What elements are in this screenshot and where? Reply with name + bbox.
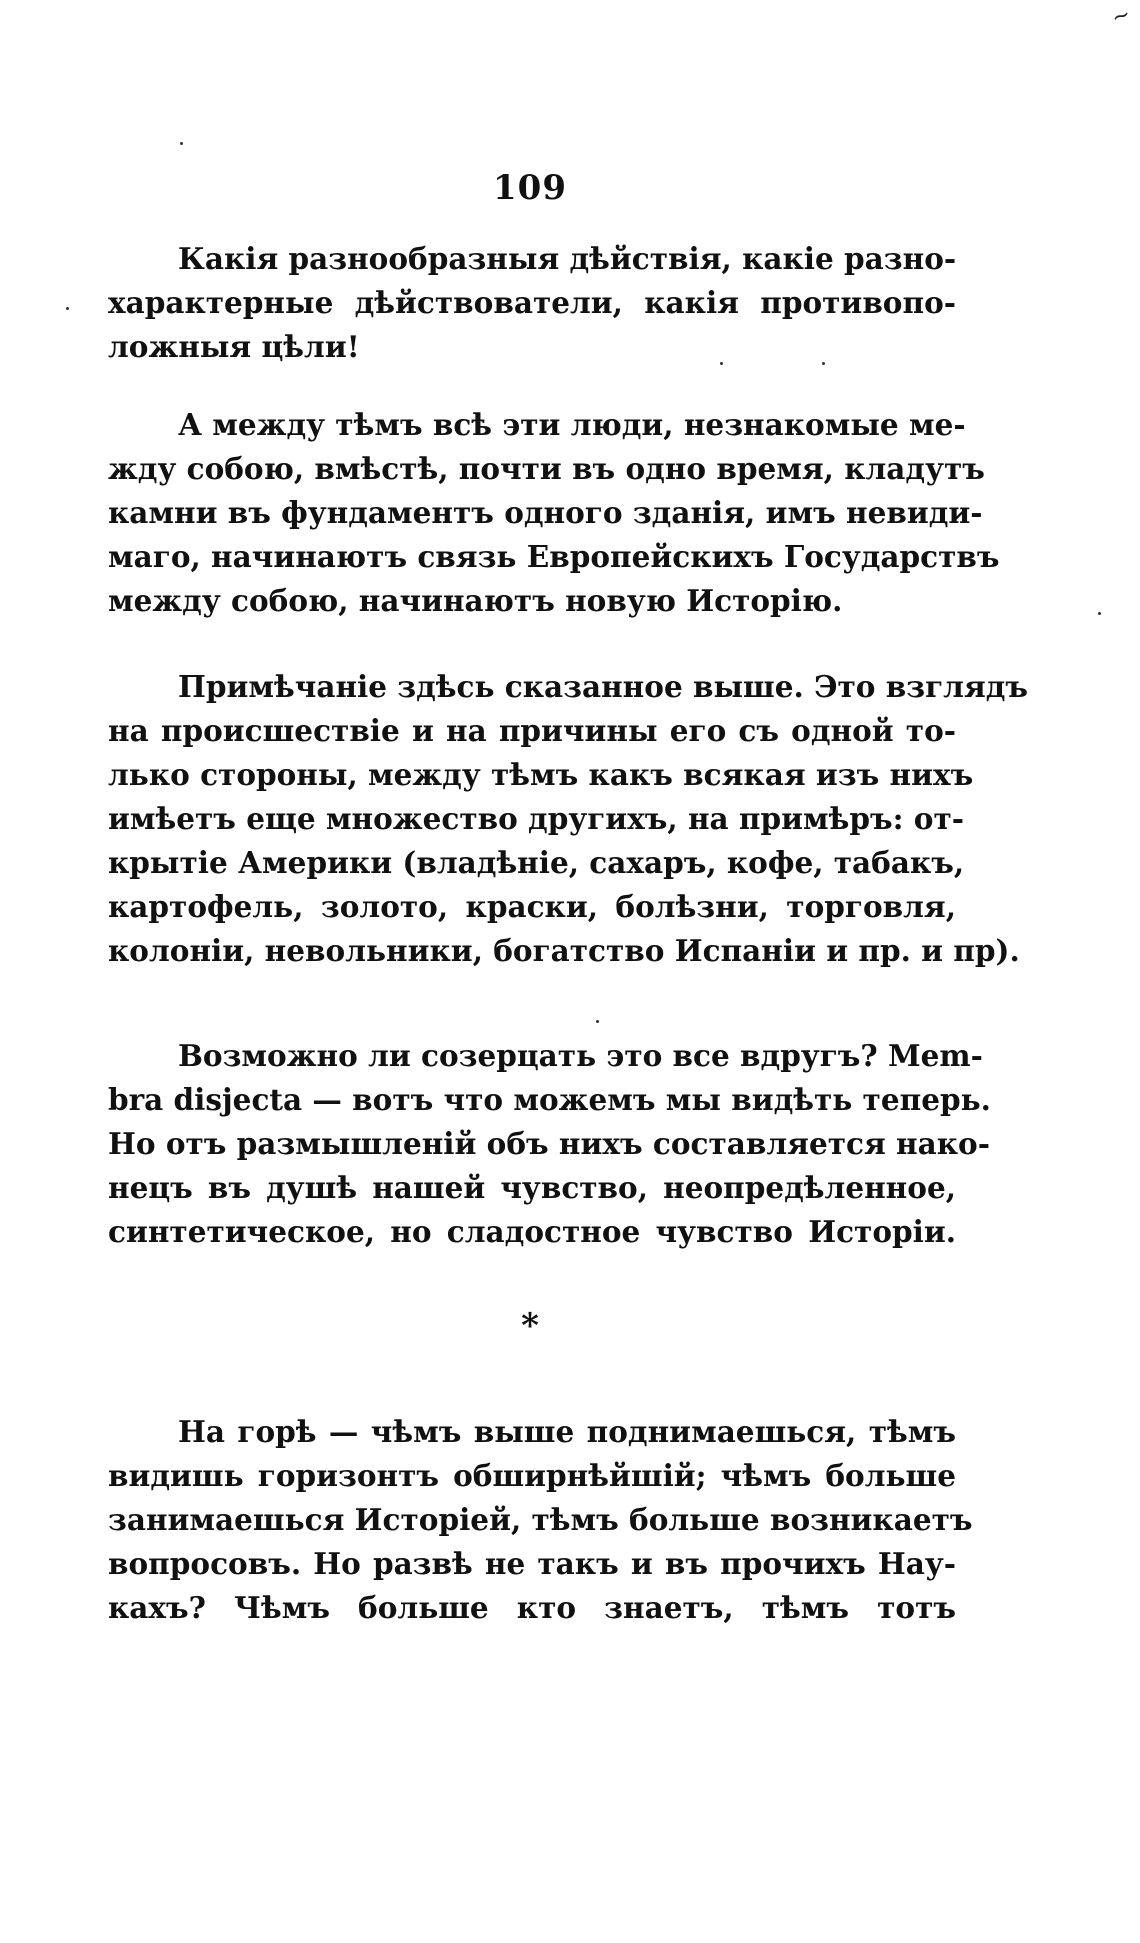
text-line: лько стороны, между тѣмъ какъ всякая изъ нихъ <box>108 757 974 792</box>
text-line: на происшествіе и на причины его съ одной то- <box>108 713 956 748</box>
paragraph-5 <box>108 1410 973 1630</box>
text-line: А между тѣмъ всѣ эти люди, незнакомые ме- <box>178 407 966 442</box>
scan-speck <box>180 142 183 145</box>
text-line: занимаешься Исторіей, тѣмъ больше возникаетъ <box>108 1502 973 1537</box>
paragraph-3 <box>108 665 1029 973</box>
text-line: между собою, начинаютъ новую Исторію. <box>108 583 843 618</box>
paragraph-4 <box>108 1034 991 1254</box>
paragraph-2 <box>108 403 1000 623</box>
scan-speck <box>596 1020 599 1023</box>
text-line: Возможно ли созерцать это все вдругъ? Mem- <box>178 1038 983 1073</box>
text-line: имѣетъ еще множество другихъ, на примѣръ: от- <box>108 801 965 836</box>
text-line: жду собою, вмѣстѣ, почти въ одно время, кладутъ <box>108 451 985 486</box>
text-line: На горѣ — чѣмъ выше поднимаешься, тѣмъ <box>178 1414 956 1449</box>
page-number: 109 <box>493 168 567 208</box>
scan-speck <box>822 362 825 365</box>
text-line: маго, начинаютъ связь Европейскихъ Государствъ <box>108 539 1000 574</box>
corner-scan-mark: ~ <box>1107 1 1134 32</box>
text-line: камни въ фундаментъ одного зданія, имъ невиди- <box>108 495 983 530</box>
scan-speck <box>66 307 69 310</box>
text-line: колоніи, невольники, богатство Испаніи и пр. и пр). <box>108 933 1020 968</box>
paragraph-1 <box>108 237 956 369</box>
text-line: вопросовъ. Но развѣ не такъ и въ прочихъ Нау- <box>108 1546 956 1581</box>
scan-speck <box>720 362 723 365</box>
section-separator-asterisk: * <box>521 1306 539 1346</box>
text-line: Но отъ размышленій объ нихъ составляется нако- <box>108 1126 990 1161</box>
scan-speck <box>1098 612 1101 615</box>
text-line: нецъ въ душѣ нашей чувство, неопредѣленное, <box>108 1170 956 1205</box>
text-line: характерные дѣйствователи, какія противопо- <box>108 285 956 320</box>
text-line: синтетическое, но сладостное чувство Исторіи. <box>108 1214 956 1249</box>
text-line: Примѣчаніе здѣсь сказанное выше. Это взглядъ <box>178 669 1029 704</box>
text-line: кахъ? Чѣмъ больше кто знаетъ, тѣмъ тотъ <box>108 1590 956 1625</box>
text-line: видишь горизонтъ обширнѣйшій; чѣмъ больше <box>108 1458 956 1493</box>
text-line: картофель, золото, краски, болѣзни, торговля, <box>108 889 956 924</box>
text-line: ложныя цѣли! <box>108 329 360 364</box>
text-line: bra disjecta — вотъ что можемъ мы видѣть теперь. <box>108 1082 991 1117</box>
text-line: Какія разнообразныя дѣйствія, какіе разно- <box>178 241 957 276</box>
text-line: крытіе Америки (владѣніе, сахаръ, кофе, табакъ, <box>108 845 965 880</box>
